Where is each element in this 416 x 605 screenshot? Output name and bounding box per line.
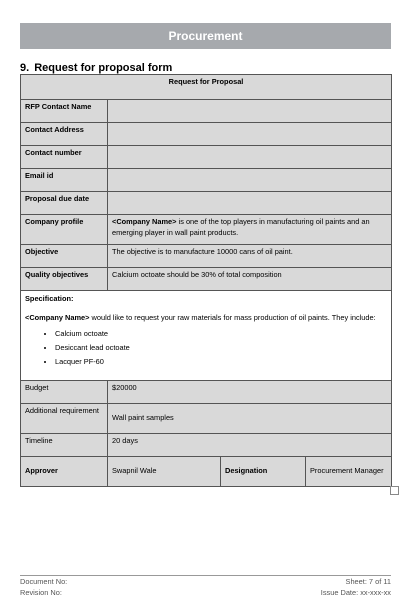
table-end-marker — [390, 486, 399, 495]
section-title-text: Request for proposal form — [34, 62, 173, 74]
company-profile-text: is one of the top players in manufacturing oil paints and an emerging player in wall paint products. — [112, 217, 370, 237]
issue-date: Issue Date: xx-xxx-xx — [320, 588, 391, 597]
list-item: • Lacquer PF-60 — [55, 357, 387, 368]
contact-address-label: Contact Address — [21, 123, 108, 146]
objective-label: Objective — [21, 245, 108, 268]
list-item: • Desiccant lead octoate — [55, 343, 387, 354]
sheet-number: Sheet: 7 of 11 — [345, 577, 391, 586]
quality-objectives-value: Calcium octoate should be 30% of total composition — [108, 268, 392, 291]
list-item: • Calcium octoate — [55, 329, 387, 340]
company-name-placeholder: <Company Name> — [112, 217, 177, 226]
specification-intro-text: would like to request your raw materials for mass production of oil paints. They include: — [89, 312, 376, 322]
header-title: Procurement — [168, 29, 243, 43]
specification-list — [25, 329, 387, 367]
page-header-banner — [20, 23, 391, 49]
designation-value: Procurement Manager — [306, 457, 392, 487]
footer-row-2 — [20, 588, 391, 597]
company-profile-value — [108, 215, 392, 245]
proposal-due-date-value — [108, 192, 392, 215]
footer-divider — [20, 575, 391, 576]
rfp-contact-name-label: RFP Contact Name — [21, 100, 108, 123]
specification-intro — [25, 313, 387, 324]
document-number: Document No: — [20, 577, 68, 586]
budget-value: $20000 — [108, 381, 392, 404]
rfp-table-heading: Request for Proposal — [21, 75, 392, 100]
company-profile-label: Company profile — [21, 215, 108, 245]
timeline-label: Timeline — [21, 434, 108, 457]
revision-number: Revision No: — [20, 588, 62, 597]
contact-number-value — [108, 146, 392, 169]
approver-label: Approver — [21, 457, 108, 487]
rfp-contact-name-value — [108, 100, 392, 123]
additional-requirement-label: Additional requirement — [21, 404, 108, 434]
proposal-due-date-label: Proposal due date — [21, 192, 108, 215]
specification-label: Specification: — [25, 294, 74, 303]
section-number: 9. — [20, 62, 30, 74]
budget-label: Budget — [21, 381, 108, 404]
specification-company-name: <Company Name> — [25, 312, 90, 322]
contact-number-label: Contact number — [21, 146, 108, 169]
contact-address-value — [108, 123, 392, 146]
objective-value: The objective is to manufacture 10000 cans of oil paint. — [108, 245, 392, 268]
email-id-label: Email id — [21, 169, 108, 192]
specification-cell — [21, 291, 392, 381]
designation-label: Designation — [221, 457, 306, 487]
section-title — [20, 62, 172, 74]
email-id-value — [108, 169, 392, 192]
additional-requirement-value: Wall paint samples — [108, 404, 392, 434]
approver-name: Swapnil Wale — [108, 457, 221, 487]
timeline-value: 20 days — [108, 434, 392, 457]
quality-objectives-label: Quality objectives — [21, 268, 108, 291]
rfp-table — [20, 74, 392, 487]
footer-row-1 — [20, 577, 391, 586]
